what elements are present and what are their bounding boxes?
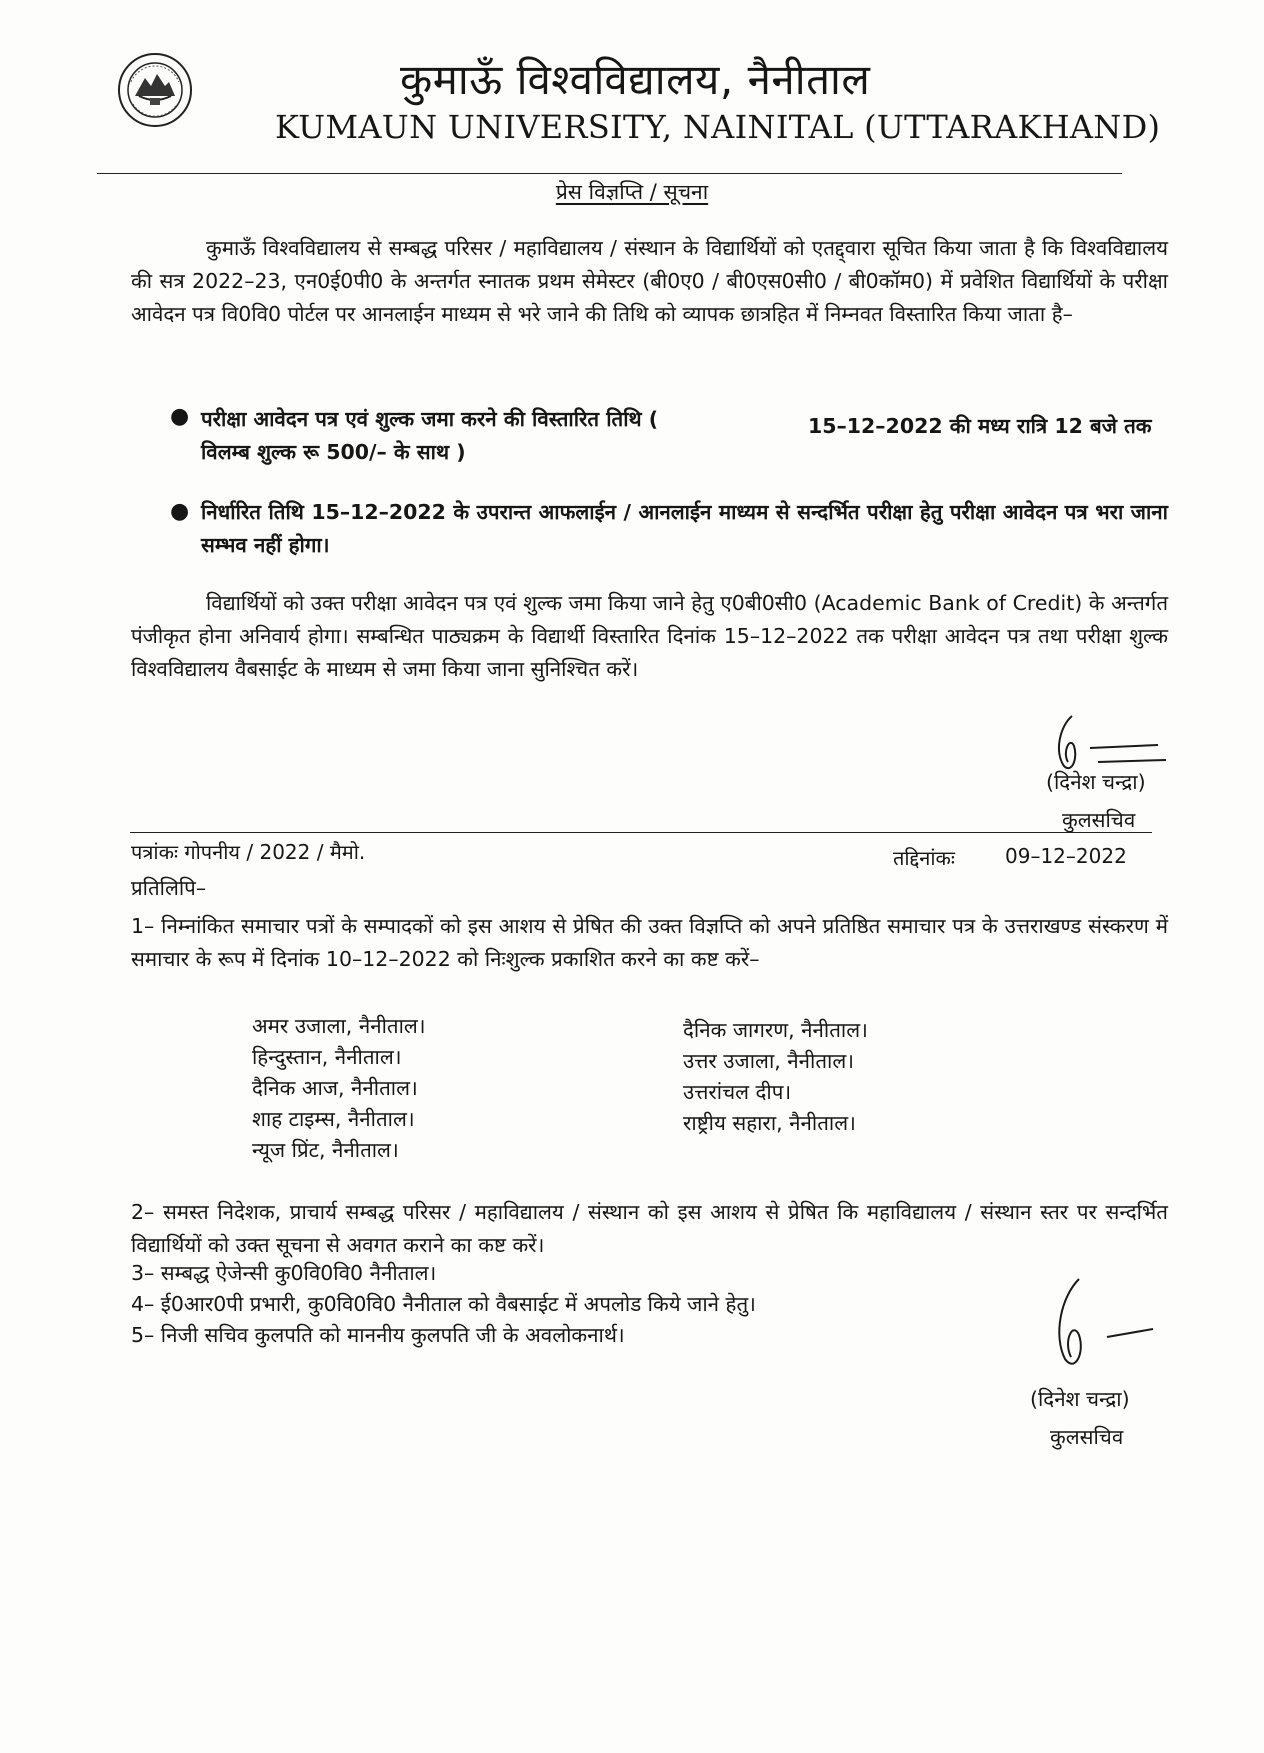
reference-number: पत्रांकः गोपनीय / 2022 / मैमो.: [131, 840, 366, 864]
document-title: प्रेस विज्ञप्ति / सूचना: [555, 180, 709, 204]
newspaper-item: अमर उजाला, नैनीताल।: [252, 1014, 426, 1038]
newspaper-item: उत्तर उजाला, नैनीताल।: [683, 1049, 855, 1073]
signature-icon: [1045, 1275, 1175, 1375]
copy-item-5: 5– निजी सचिव कुलपति को माननीय कुलपति जी के अवलोकनार्थ।: [131, 1323, 625, 1347]
notice-paragraph-1: कुमाऊँ विश्वविद्यालय से सम्बद्ध परिसर / महाविद्यालय / संस्थान के विद्यार्थियों को एतद्द्वारा सूचित किया जाता है कि विश्वविद्यालय की सत्र 2022–23, एन0ई0पी0 के अन्तर्गत स्नातक प्रथम सेमेस्टर (बी0ए0 / बी0एस0सी0 / बी0कॉम0) में प्रवेशित विद्यार्थियों के परीक्षा आवेदन पत्र वि0वि0 पोर्टल पर आनलाईन माध्यम से भरे जाने की तिथि को व्यापक छात्रहित में निम्नवत विस्तारित किया जाता है–: [131, 236, 1168, 326]
signatory-designation: कुलसचिव: [1062, 808, 1136, 832]
newspaper-item: न्यूज प्रिंट, नैनीताल।: [252, 1138, 399, 1162]
section-divider: [130, 832, 1152, 833]
signatory-designation: कुलसचिव: [1050, 1425, 1124, 1449]
signature-icon: [1050, 712, 1172, 774]
university-seal-icon: [117, 52, 193, 128]
copy-item-3: 3– सम्बद्ध ऐजेन्सी कु0वि0वि0 नैनीताल।: [131, 1261, 437, 1285]
bullet-icon: ●: [170, 404, 190, 429]
dated-label: तद्दिनांकः: [893, 846, 955, 870]
newspaper-item: हिन्दुस्तान, नैनीताल।: [252, 1045, 402, 1069]
bullet-1-label: परीक्षा आवेदन पत्र एवं शुल्क जमा करने की विस्तारित तिथि ( विलम्ब शुल्क रू 500/– के साथ ): [201, 407, 659, 464]
bullet-2-text: निर्धारित तिथि 15–12–2022 के उपरान्त आफलाईन / आनलाईन माध्यम से सन्दर्भित परीक्षा हेतु परीक्षा आवेदन पत्र भरा जाना सम्भव नहीं होगा।: [201, 500, 1168, 557]
signatory-name: (दिनेश चन्द्रा): [1046, 770, 1146, 794]
university-title-english: KUMAUN UNIVERSITY, NAINITAL (UTTARAKHAND): [275, 108, 1161, 146]
newspaper-item: उत्तरांचल दीप।: [683, 1080, 792, 1104]
signatory-name: (दिनेश चन्द्रा): [1030, 1387, 1130, 1411]
bullet-1-value: 15–12–2022 की मध्य रात्रि 12 बजे तक: [808, 414, 1152, 438]
dated-value: 09–12–2022: [1005, 844, 1127, 868]
newspaper-item: दैनिक आज, नैनीताल।: [252, 1076, 418, 1100]
bullet-icon: ●: [170, 499, 190, 524]
copy-to-label: प्रतिलिपि–: [131, 876, 207, 900]
newspaper-item: दैनिक जागरण, नैनीताल।: [683, 1018, 868, 1042]
copy-item-4: 4– ई0आर0पी प्रभारी, कु0वि0वि0 नैनीताल को वैबसाईट में अपलोड किये जाने हेतु।: [131, 1292, 756, 1316]
notice-paragraph-2: विद्यार्थियों को उक्त परीक्षा आवेदन पत्र एवं शुल्क जमा किया जाने हेतु ए0बी0सी0 (Academic Bank of Credit) के अन्तर्गत पंजीकृत होना अनिवार्य होगा। सम्बन्धित पाठ्यक्रम के विद्यार्थी विस्तारित दिनांक 15–12–2022 तक परीक्षा आवेदन पत्र तथा परीक्षा शुल्क विश्वविद्यालय वैबसाईट के माध्यम से जमा किया जाना सुनिश्चित करें।: [131, 591, 1168, 681]
copy-item-1: 1– निम्नांकित समाचार पत्रों के सम्पादकों को इस आशय से प्रेषित की उक्त विज्ञप्ति को अपने प्रतिष्ठित समाचार पत्र के उत्तराखण्ड संस्करण में समाचार के रूप में दिनांक 10–12–2022 को निःशुल्क प्रकाशित करने का कष्ट करें–: [131, 914, 1168, 971]
copy-item-2: 2– समस्त निदेशक, प्राचार्य सम्बद्ध परिसर / महाविद्यालय / संस्थान को इस आशय से प्रेषित कि महाविद्यालय / संस्थान स्तर पर सन्दर्भित विद्यार्थियों को उक्त सूचना से अवगत कराने का कष्ट करें।: [131, 1200, 1168, 1257]
newspaper-item: राष्ट्रीय सहारा, नैनीताल।: [683, 1111, 856, 1135]
header-divider: [97, 173, 1122, 174]
university-title-hindi: कुमाऊँ विश्वविद्यालय, नैनीताल: [400, 55, 871, 104]
newspaper-item: शाह टाइम्स, नैनीताल।: [252, 1107, 415, 1131]
